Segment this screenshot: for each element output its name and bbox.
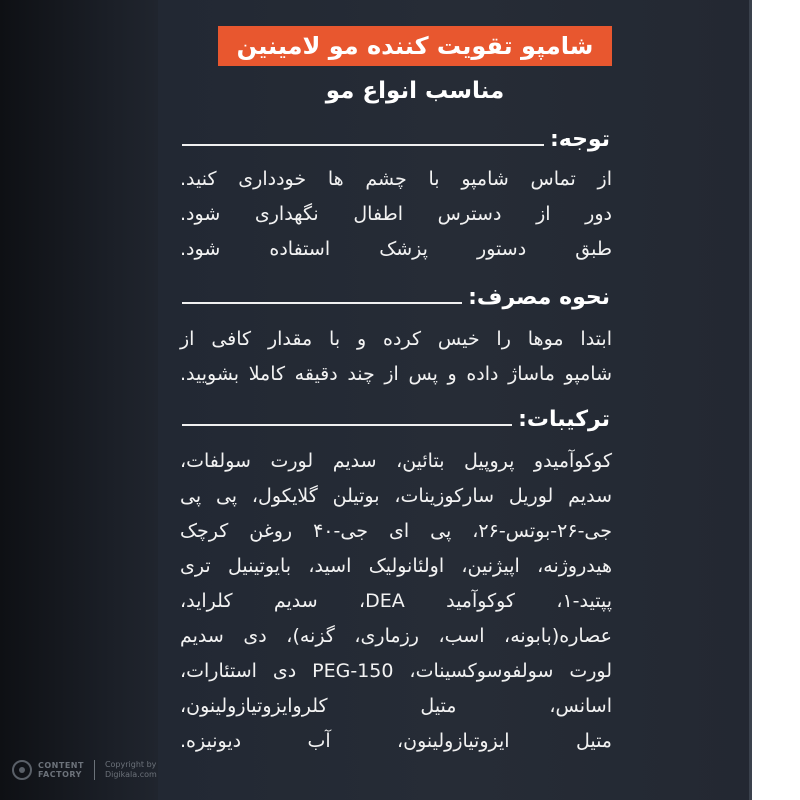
watermark	[12, 760, 157, 780]
ingredients-line: جی-۲۶-بوتس-۲۶، پی ای جی-۴۰ روغن کرچک	[180, 520, 613, 542]
usage-rule	[182, 302, 462, 304]
watermark-brand-line2: FACTORY	[38, 770, 82, 779]
title-band	[218, 26, 612, 66]
notice-list	[180, 162, 612, 267]
notice-line: دور از دسترس اطفال نگهداری شود.	[180, 203, 612, 225]
ingredients-line: لورت سولفوسوکسینات، PEG-150 دی استئارات،	[180, 660, 613, 682]
watermark-copyright	[105, 760, 157, 780]
product-title: شامپو تقویت کننده مو لامینین	[236, 32, 594, 60]
ingredients-line: سدیم لوریل سارکوزینات، بوتیلن گلایکول، پی پی	[180, 485, 612, 507]
ingredients-heading-row	[182, 402, 610, 436]
ingredients-line: عصاره(بابونه، اسب، رزماری، گزنه)، دی سدیم	[180, 625, 612, 647]
product-subtitle: مناسب انواع مو	[325, 78, 505, 104]
ingredients-line: اسانس، متیل کلروایزوتیازولینون،	[180, 695, 612, 717]
ingredients-line: پپتید-۱، کوکوآمید DEA، سدیم کلراید،	[180, 590, 612, 612]
ingredients-heading: ترکیبات:	[518, 406, 610, 432]
ingredients-list	[180, 444, 612, 759]
notice-heading: توجه:	[549, 126, 610, 152]
usage-line: شامپو ماساژ داده و پس از چند دقیقه کاملا بشویید.	[180, 363, 612, 385]
content-factory-logo-icon	[12, 760, 32, 780]
background-strip	[752, 0, 800, 800]
watermark-site: Digikala.com	[104, 770, 157, 779]
watermark-copyright-label: Copyright by	[104, 760, 157, 769]
usage-heading: نحوه مصرف:	[468, 284, 610, 310]
ingredients-rule	[182, 424, 512, 426]
notice-rule	[182, 144, 544, 146]
watermark-brand-line1: CONTENT	[38, 761, 84, 770]
ingredients-line: کوکوآمیدو پروپیل بتائین، سدیم لورت سولفات،	[180, 450, 612, 472]
ingredients-line: هیدروژنه، اپیژنین، اولئانولیک اسید، بایوتینیل تری	[180, 555, 612, 577]
watermark-divider	[94, 760, 95, 780]
usage-heading-row	[182, 280, 610, 314]
notice-line: از تماس شامپو با چشم ها خودداری کنید.	[180, 168, 612, 190]
notice-heading-row	[182, 122, 610, 156]
watermark-brand	[38, 761, 84, 779]
usage-list	[180, 322, 612, 392]
package-side-shadow	[0, 0, 158, 800]
ingredients-line: متیل ایزوتیازولینون، آب دیونیزه.	[180, 730, 612, 752]
usage-line: ابتدا موها را خیس کرده و با مقدار کافی از	[180, 328, 612, 350]
notice-line: طبق دستور پزشک استفاده شود.	[180, 238, 612, 260]
